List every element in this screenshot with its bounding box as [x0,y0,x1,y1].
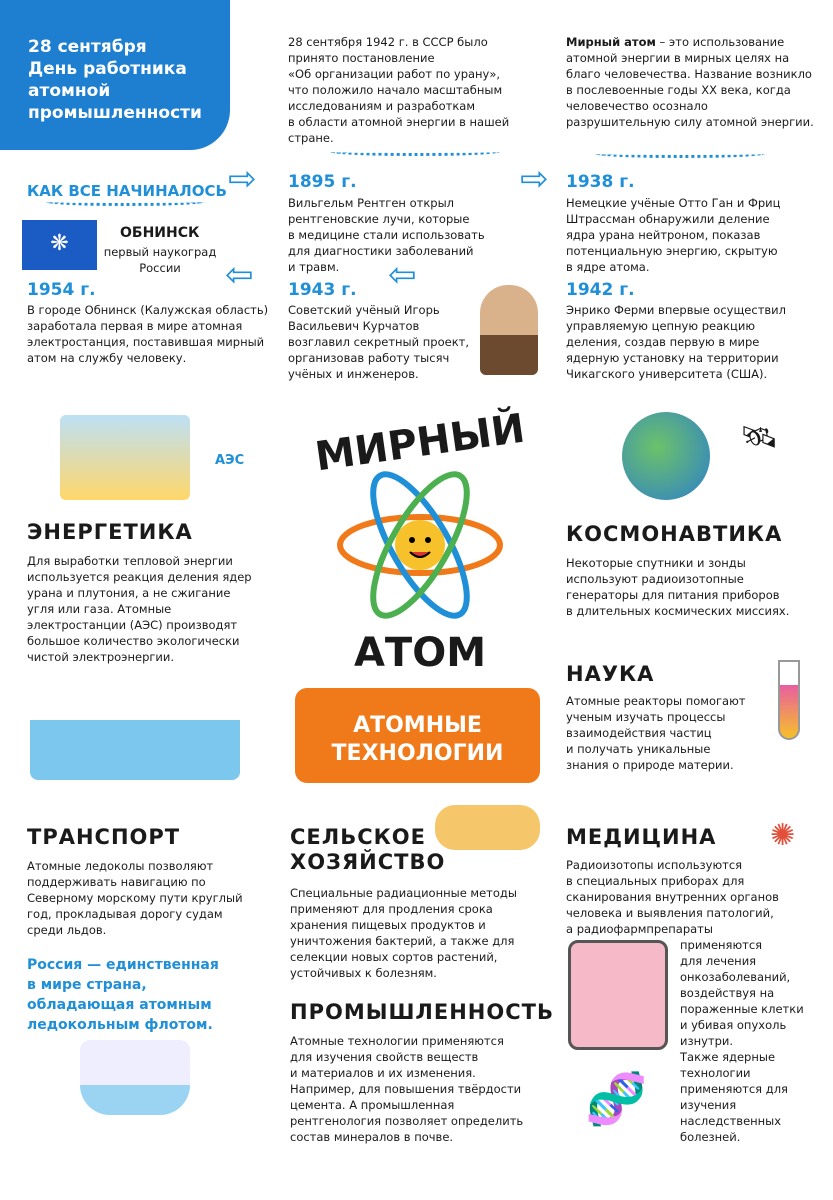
peaceful-atom-term: Мирный атом [566,35,656,49]
section-text-transport: Атомные ледоколы позволяют поддерживать навигацию по Северному морскому пути круглый год, прокладывая дорогу судам среди льдов. [27,859,243,937]
event-text: Советский учёный Игорь Васильевич Курчатов возглавил секретный проект, организовав работу тысяч учёных и инженеров. [288,303,470,381]
obninsk-name: ОБНИНСК [120,225,200,241]
history-title: КАК ВСЕ НАЧИНАЛОСЬ [27,182,227,200]
event-text: В городе Обнинск (Калужская область) заработала первая в мире атомная электростанция, поставившая мирный атом на службу человеку. [27,303,269,365]
obninsk-subtitle: первый наукоград России [103,245,217,275]
event-year: 1954 г. [27,280,96,300]
center-title-bottom: АТОМ [353,630,487,676]
center-title-top: МИРНЫЙ [312,405,528,481]
aes-label: АЭС [215,453,245,468]
virus-icon: ✺ [770,818,796,853]
section-text-space: Некоторые спутники и зонды используют радиоизотопные генераторы для питания приборов в длительных космических миссиях. [566,556,790,618]
wave-divider [595,150,765,158]
arrow-left-icon: ⇦ [388,255,417,295]
event-text: Энрико Ферми впервые осуществил управляемую цепную реакцию деления, создав первую в мире ядерную установку на территории Чикагского университета (США). [566,303,786,381]
atom-icon [335,460,505,630]
peaceful-atom-definition: – это использование атомной энергии в мирных целях на благо человечества. Название возникло в послевоенные годы XX века, когда человечество осознало разрушительную силу атомной энергии. [566,35,814,129]
section-text-medicine: Радиоизотопы используются в специальных приборах для сканирования внутренних органов человека и выявления патологий, а радиофармпрепараты [566,858,779,936]
event-year: 1943 г. [288,280,357,300]
test-tube-illustration [778,660,800,740]
section-title-energy: ЭНЕРГЕТИКА [27,520,193,544]
technologies-banner-text: АТОМНЫЕ ТЕХНОЛОГИИ [331,713,504,766]
ship-illustration [80,1040,190,1115]
event-year: 1938 г. [566,172,635,192]
intro-decree: 28 сентября 1942 г. в СССР было принято постановление «Об организации работ по урану», что положило начало масштабным исследованиям и разработкам в области атомной энергии в нашей стране. [288,35,510,145]
section-text-medicine-cont: применяются для лечения онкозаболеваний, воздействуя на пораженные клетки и убивая опухоль изнутри. Также ядерные технологии применяются для изучения наследственных болезней. [680,938,804,1144]
satellite-icon: 🛰 [740,420,779,455]
section-title-science: НАУКА [566,662,655,686]
event-year: 1942 г. [566,280,635,300]
section-text-industry: Атомные технологии применяются для изучения свойств веществ и материалов и их изменения. Например, для повышения твёрдости цемента. А промышленная рентгенология позволяет определить состав минералов в почве. [290,1034,524,1144]
section-text-energy: Для выработки тепловой энергии используется реакция деления ядер урана и плутония, а не сжигание угля или газа. Атомные электростанции (АЭС) производят большое количество экологически чистой электроэнергии. [27,554,252,664]
scanner-illustration [568,940,668,1050]
section-title-transport: ТРАНСПОРТ [27,825,181,849]
section-title-space: КОСМОНАВТИКА [566,522,783,546]
section-title-agriculture: СЕЛЬСКОЕ ХОЗЯЙСТВО [290,825,446,874]
arrow-right-icon: ⇨ [228,159,257,199]
wave-divider [330,148,500,156]
section-title-industry: ПРОМЫШЛЕННОСТЬ [290,1000,554,1024]
date-banner-text: 28 сентября День работника атомной промышленности [28,37,202,123]
arrow-left-icon: ⇦ [225,255,254,295]
power-plant-illustration [60,415,190,500]
section-text-science: Атомные реакторы помогают ученым изучать процессы взаимодействия частиц и получать уникальные знания о природе материи. [566,694,746,772]
section-title-medicine: МЕДИЦИНА [566,825,717,849]
wave-divider [45,198,205,206]
icebreaker-illustration [30,680,240,780]
section-text-agriculture: Специальные радиационные методы применяют для продления срока хранения пищевых продуктов и уничтожения бактерий, а также для селекции новых сортов растений, устойчивых к болезням. [290,886,517,980]
arrow-right-icon: ⇨ [520,159,549,199]
kurchatov-portrait [480,285,538,375]
event-text: Вильгельм Рентген открыл рентгеновские лучи, которые в медицине стали использовать для диагностики заболеваний и травм. [288,196,485,274]
intro-peaceful-atom [566,34,816,130]
event-text: Немецкие учёные Отто Ган и Фриц Штрассман обнаружили деление ядра урана нейтроном, показав потенциальную энергию, скрытую в ядре атома. [566,196,781,274]
event-year: 1895 г. [288,172,357,192]
obninsk-flag: ❋ [22,220,97,270]
earth-illustration [622,412,710,500]
russia-icebreaker-fact: Россия — единственная в мире страна, обладающая атомным ледокольным флотом. [27,957,219,1033]
bacteria-illustration [435,805,540,850]
dna-icon: 🧬 [585,1070,648,1128]
